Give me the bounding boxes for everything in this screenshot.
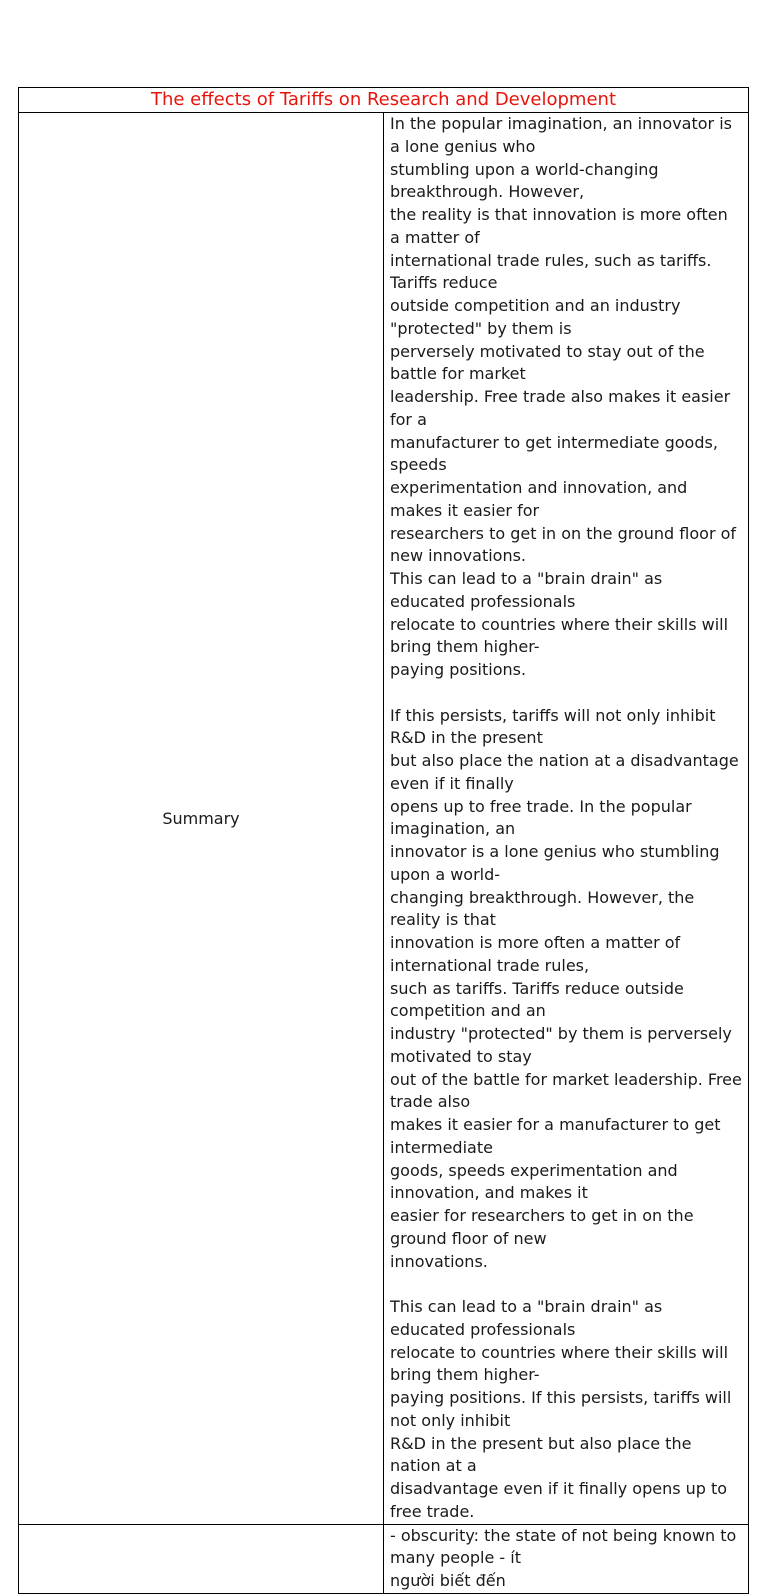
summary-row: [19, 113, 749, 1525]
document-title: The effects of Tariffs on Research and Development: [19, 88, 749, 113]
summary-paragraph-1: In the popular imagination, an innovator is a lone genius who stumbling upon a world-changing breakthrough. However, the reality is that innovation is more often a matter of international trade rules, such as tariffs. Tariffs reduce outside competition and an industry "protected" by them is perversely motivated to stay out of the battle for market leadership. Free trade also makes it easier for a manufacturer to get intermediate goods, speeds experimentation and innovation, and makes it easier for researchers to get in on the ground floor of new innovations. This can lead to a "brain drain" as educated professionals relocate to countries where their skills will bring them higher- paying positions.: [390, 114, 737, 679]
title-row: [19, 88, 749, 113]
vocabulary-content: [384, 1524, 749, 1593]
summary-table: [18, 87, 749, 1594]
vocabulary-row: [19, 1524, 749, 1593]
summary-paragraph-3: This can lead to a "brain drain" as educated professionals relocate to countries where their skills will bring them higher- paying positions. If this persists, tariffs will not only inhibit R&D in the present but also place the nation at a disadvantage even if it finally opens up to free trade.: [390, 1297, 732, 1521]
summary-label: Summary: [19, 113, 384, 1525]
vocabulary-entry: - obscurity: the state of not being known to many people - ít người biết đến: [390, 1525, 737, 1590]
summary-paragraph-2: If this persists, tariffs will not only inhibit R&D in the present but also place the nation at a disadvantage even if it finally opens up to free trade. In the popular imagination, an innovator is a lone genius who stumbling upon a world- changing breakthrough. However, the reality is that innovation is more often a matter of international trade rules, such as tariffs. Tariffs reduce outside competition and an industry "protected" by them is perversely motivated to stay out of the battle for market leadership. Free trade also makes it easier for a manufacturer to get intermediate goods, speeds experimentation and innovation, and makes it easier for researchers to get in on the ground floor of new innovations.: [390, 705, 742, 1271]
summary-content: [384, 113, 749, 1525]
vocabulary-label: [19, 1524, 384, 1593]
